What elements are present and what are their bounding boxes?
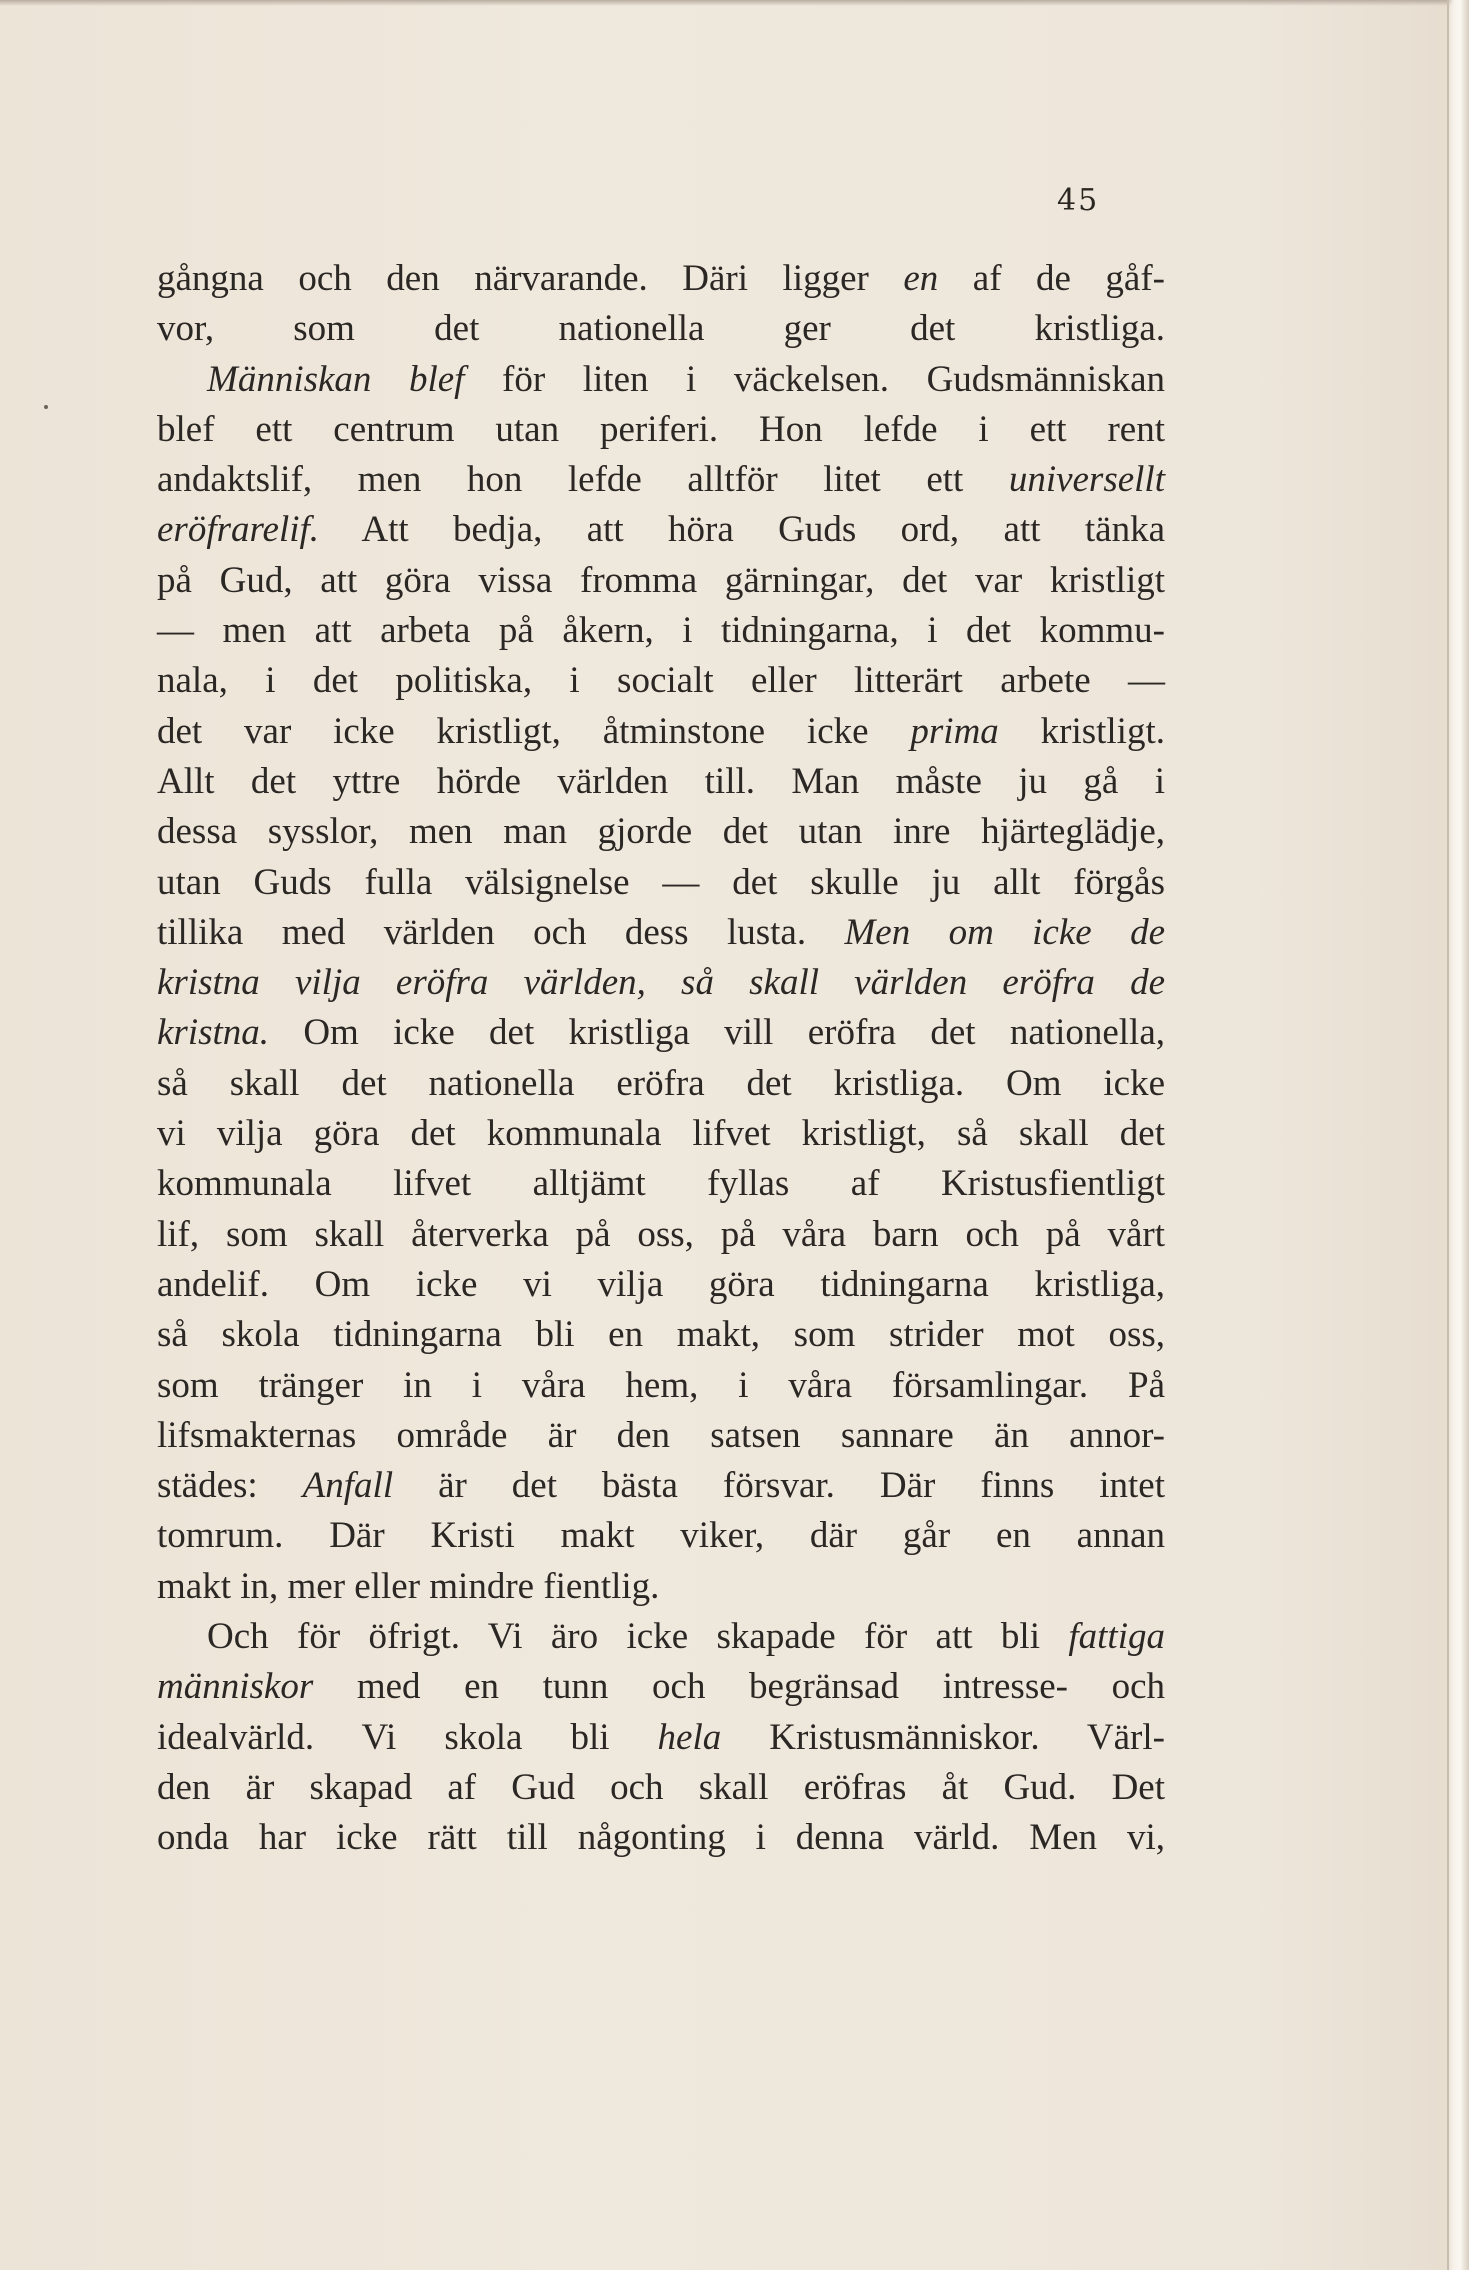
text-line [157, 1109, 1165, 1159]
text-line [157, 757, 1165, 807]
text-segment: för liten i väckelsen. Gudsmänniskan [464, 358, 1165, 400]
text-segment: gångna och den närvarande. Däri ligger [157, 258, 904, 299]
text-segment: tillika med världen och dess lusta. [157, 911, 845, 953]
text-segment: makt in, mer eller mindre fientlig. [157, 1565, 660, 1607]
text-line [157, 1662, 1165, 1712]
text-line [157, 556, 1165, 606]
text-line [157, 505, 1165, 555]
text-line [157, 1210, 1165, 1260]
text-line [157, 1008, 1165, 1058]
text-line [157, 1461, 1165, 1511]
text-segment: utan Guds fulla välsignelse — det skulle ju allt förgås [157, 861, 1165, 903]
body-text [157, 254, 1165, 1864]
text-line [157, 1612, 1165, 1662]
text-segment: Om icke det kristliga vill eröfra det nationella, [269, 1012, 1165, 1054]
text-line [157, 254, 1165, 304]
text-segment: af de gåf- [938, 258, 1165, 299]
text-line [157, 707, 1165, 757]
text-segment: det var icke kristligt, åtminstone icke [157, 710, 911, 752]
page-binding-line [1447, 0, 1449, 2270]
text-segment: — men att arbeta på åkern, i tidningarna, i det kommu- [157, 610, 1165, 652]
text-line [157, 405, 1165, 455]
text-line [157, 807, 1165, 857]
text-segment: nala, i det politiska, i socialt eller litterärt arbete — [157, 660, 1165, 702]
text-segment: tomrum. Där Kristi makt viker, där går en annan [157, 1515, 1165, 1557]
text-line [157, 908, 1165, 958]
ink-speck [44, 405, 48, 409]
page-top-edge [0, 0, 1469, 6]
text-segment: vor, som det nationella ger det kristliga. [157, 308, 1165, 350]
italic-text: kristna. [157, 1012, 270, 1054]
italic-text: eröfrarelif. [157, 509, 320, 551]
text-line [157, 1260, 1165, 1310]
text-segment: andelif. Om icke vi vilja göra tidningarna kristliga, [157, 1263, 1165, 1305]
italic-text: Människan blef [207, 358, 465, 400]
text-line [157, 1813, 1165, 1863]
text-line [157, 1511, 1165, 1561]
italic-text: Men om icke de [844, 911, 1165, 953]
text-segment: Kristusmänniskor. Värl- [721, 1716, 1165, 1758]
text-segment: lifsmakternas område är den satsen sannare än annor- [157, 1414, 1165, 1456]
text-segment: så skola tidningarna bli en makt, som strider mot oss, [157, 1314, 1165, 1356]
text-line [157, 606, 1165, 656]
italic-text: kristna vilja eröfra världen, så skall världen eröfra de [157, 962, 1165, 1004]
italic-text: hela [657, 1716, 722, 1758]
text-line [157, 1310, 1165, 1360]
italic-text: en [903, 258, 939, 299]
italic-text: universellt [1008, 459, 1165, 501]
text-segment: Och för öfrigt. Vi äro icke skapade för att bli [207, 1616, 1069, 1658]
text-line [157, 1562, 1165, 1612]
text-segment: Allt det yttre hörde världen till. Man måste ju gå i [157, 760, 1165, 802]
text-segment: Att bedja, att höra Guds ord, att tänka [319, 509, 1165, 551]
italic-text: Anfall [302, 1465, 394, 1507]
page-right-edge [1447, 0, 1469, 2270]
text-segment: som tränger in i våra hem, i våra församlingar. På [157, 1364, 1165, 1406]
text-segment: städes: [157, 1465, 303, 1507]
text-segment: lif, som skall återverka på oss, på våra barn och på vårt [157, 1213, 1165, 1255]
text-segment: med en tunn och begränsad intresse- och [313, 1666, 1165, 1708]
text-segment: den är skapad af Gud och skall eröfras åt Gud. Det [157, 1766, 1165, 1808]
italic-text: fattiga [1068, 1616, 1165, 1658]
text-line [157, 656, 1165, 706]
text-line [157, 455, 1165, 505]
text-line [157, 304, 1165, 354]
text-segment: så skall det nationella eröfra det kristliga. Om icke [157, 1062, 1165, 1104]
text-line [157, 858, 1165, 908]
text-line [157, 1411, 1165, 1461]
text-segment: blef ett centrum utan periferi. Hon lefde i ett rent [157, 408, 1165, 450]
text-line [157, 1713, 1165, 1763]
text-segment: är det bästa försvar. Där finns intet [393, 1465, 1165, 1507]
text-segment: kommunala lifvet alltjämt fyllas af Kristusfientligt [157, 1163, 1165, 1205]
text-segment: onda har icke rätt till någonting i denna värld. Men vi, [157, 1817, 1165, 1859]
text-segment: på Gud, att göra vissa fromma gärningar, det var kristligt [157, 559, 1165, 601]
text-line [157, 958, 1165, 1008]
text-segment: kristligt. [998, 710, 1165, 752]
text-segment: andaktslif, men hon lefde alltför litet ett [157, 459, 1009, 501]
italic-text: människor [157, 1666, 314, 1708]
text-line [157, 1159, 1165, 1209]
text-line [157, 1059, 1165, 1109]
page-number: 45 [1057, 183, 1100, 218]
italic-text: prima [910, 710, 999, 752]
text-line [157, 1361, 1165, 1411]
text-segment: dessa sysslor, men man gjorde det utan inre hjärteglädje, [157, 811, 1165, 853]
text-line [157, 355, 1165, 405]
text-line [157, 1763, 1165, 1813]
text-segment: idealvärld. Vi skola bli [157, 1716, 658, 1758]
text-segment: vi vilja göra det kommunala lifvet kristligt, så skall det [157, 1113, 1165, 1155]
